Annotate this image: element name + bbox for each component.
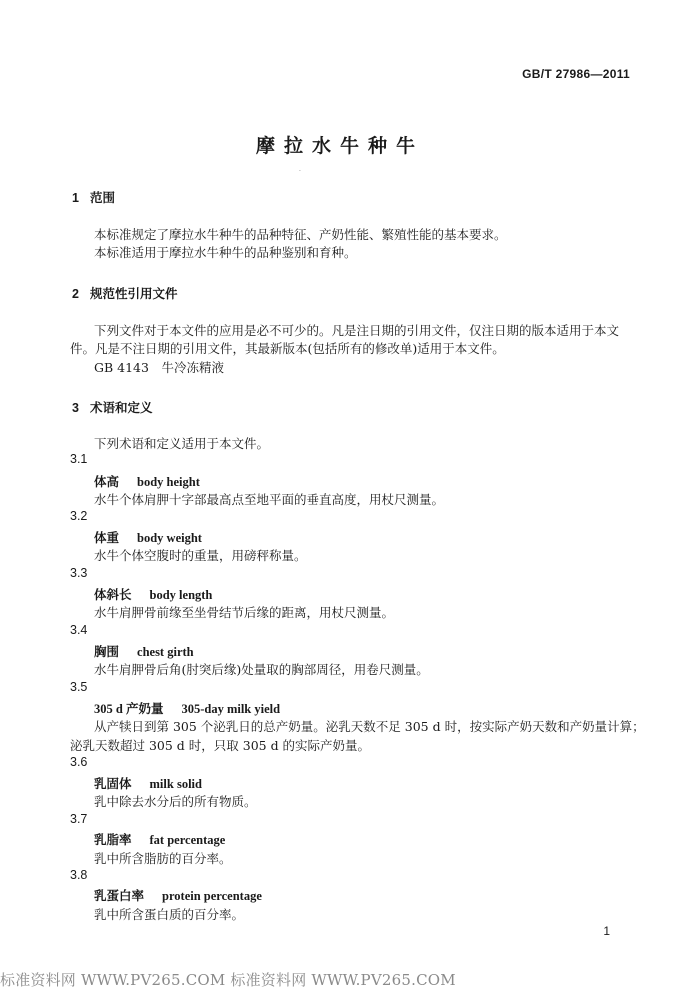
term-en: body height	[137, 475, 200, 489]
term-en: protein percentage	[162, 889, 262, 903]
term-en: body weight	[137, 531, 202, 545]
scan-speck: ·	[299, 168, 301, 175]
term-zh: 305 d 产奶量	[94, 702, 164, 716]
standard-code: GB/T 27986—2011	[522, 67, 630, 81]
clause-number: 3.1	[70, 452, 88, 466]
clause-number: 3.3	[70, 566, 88, 580]
term-definition-continued: 泌乳天数超过 305 d 时，只取 305 d 的实际产奶量。	[70, 738, 371, 753]
term-zh: 体重	[94, 530, 120, 545]
term-zh: 乳固体	[94, 776, 132, 791]
section-2-heading	[72, 284, 178, 302]
term-zh: 乳蛋白率	[94, 888, 145, 903]
section-title: 术语和定义	[90, 400, 153, 415]
section-3-heading	[72, 398, 153, 416]
term-protein-percentage	[94, 886, 262, 904]
term-zh: 体高	[94, 474, 120, 489]
document-title: 摩拉水牛种牛	[255, 135, 424, 157]
term-body-weight	[94, 528, 202, 546]
section-1-paragraph-2: 本标准适用于摩拉水牛种牛的品种鉴别和育种。	[94, 245, 357, 260]
term-definition: 从产犊日到第 305 个泌乳日的总产奶量。泌乳天数不足 305 d 时，按实际产奶天数和产奶量计算；	[94, 719, 645, 734]
term-body-length	[94, 585, 212, 603]
term-zh: 乳脂率	[94, 832, 132, 847]
section-2-paragraph-line-2: 件。凡是不注日期的引用文件，其最新版本(包括所有的修改单)适用于本文件。	[70, 341, 505, 356]
term-definition: 乳中除去水分后的所有物质。	[94, 794, 257, 809]
section-number: 2	[72, 287, 79, 301]
term-zh: 体斜长	[94, 587, 132, 602]
section-3-intro: 下列术语和定义适用于本文件。	[94, 436, 270, 451]
term-definition: 水牛肩胛骨后角(肘突后缘)处量取的胸部周径，用卷尺测量。	[94, 662, 429, 677]
term-definition: 水牛个体肩胛十字部最高点至地平面的垂直高度，用杖尺测量。	[94, 492, 445, 507]
clause-number: 3.4	[70, 623, 88, 637]
term-fat-percentage	[94, 830, 225, 848]
section-number: 3	[72, 401, 79, 415]
term-en: fat percentage	[149, 833, 226, 847]
section-title: 规范性引用文件	[90, 286, 178, 301]
term-definition: 乳中所含脂肪的百分率。	[94, 851, 232, 866]
clause-number: 3.2	[70, 509, 88, 523]
term-en: 305-day milk yield	[181, 702, 281, 716]
term-en: chest girth	[137, 645, 194, 659]
section-1-paragraph-1: 本标准规定了摩拉水牛种牛的品种特征、产奶性能、繁殖性能的基本要求。	[94, 227, 507, 242]
page-number: 1	[603, 924, 610, 938]
term-305-day-milk-yield	[94, 699, 280, 717]
section-number: 1	[72, 191, 79, 205]
term-definition: 水牛个体空腹时的重量，用磅秤称量。	[94, 548, 307, 563]
clause-number: 3.7	[70, 812, 88, 826]
clause-number: 3.5	[70, 680, 88, 694]
term-body-height	[94, 472, 200, 490]
term-en: milk solid	[149, 777, 202, 791]
normative-reference: GB 4143 牛冷冻精液	[94, 360, 224, 375]
term-definition: 乳中所含蛋白质的百分率。	[94, 907, 245, 922]
section-title: 范围	[90, 190, 116, 205]
term-chest-girth	[94, 642, 194, 660]
term-en: body length	[149, 588, 213, 602]
clause-number: 3.8	[70, 868, 88, 882]
clause-number: 3.6	[70, 755, 88, 769]
term-definition: 水牛肩胛骨前缘至坐骨结节后缘的距离，用杖尺测量。	[94, 605, 395, 620]
term-milk-solid	[94, 774, 202, 792]
watermark-text: 标准资料网 WWW.PV265.COM 标准资料网 WWW.PV265.COM	[0, 971, 456, 989]
section-2-paragraph-line-1: 下列文件对于本文件的应用是必不可少的。凡是注日期的引用文件，仅注日期的版本适用于本文	[94, 323, 620, 338]
section-1-heading	[72, 188, 115, 206]
term-zh: 胸围	[94, 644, 120, 659]
